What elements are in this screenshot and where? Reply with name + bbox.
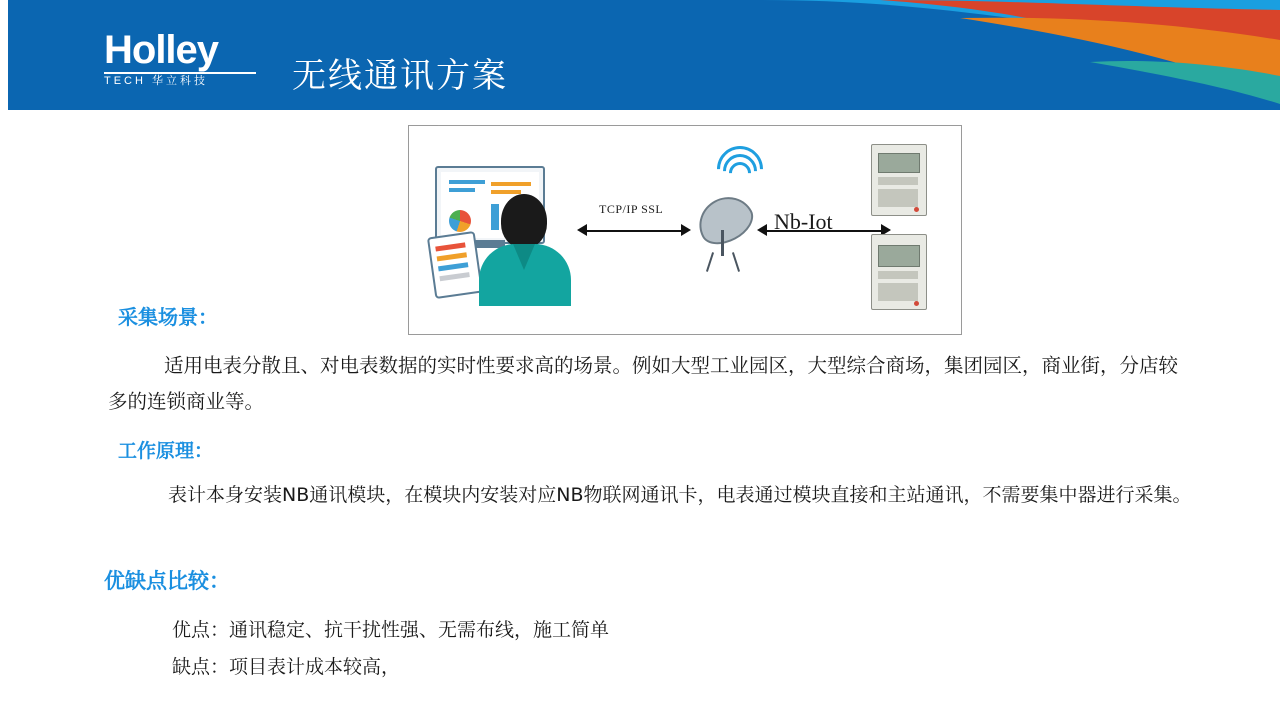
nbiot-label: Nb-Iot	[774, 209, 833, 234]
logo-wordmark: Holley	[104, 28, 219, 72]
link-arrow-right-head	[681, 224, 691, 236]
satellite-dish-icon	[690, 187, 760, 252]
slide-header	[0, 0, 1280, 110]
electric-meter-bottom	[871, 234, 927, 310]
link-arrow-left-head	[577, 224, 587, 236]
section-heading-principle: 工作原理：	[118, 440, 214, 462]
section-text-cons: 缺点：项目表计成本较高，	[172, 656, 401, 678]
link-protocol-label: TCP/IP SSL	[599, 202, 664, 216]
wireless-signal-waves-3	[707, 136, 772, 201]
antenna-leg-left	[706, 252, 714, 272]
dashboard-pie-chart	[449, 210, 471, 232]
architecture-diagram	[408, 125, 962, 335]
logo-underline	[104, 72, 256, 74]
section-heading-compare: 优缺点比较：	[104, 569, 230, 593]
nbiot-arrow-left-head	[757, 224, 767, 236]
antenna-mast	[721, 230, 724, 256]
logo-subtitle: TECH 华立科技	[104, 75, 208, 87]
link-arrow-left	[585, 230, 681, 232]
section-heading-scene: 采集场景：	[118, 305, 218, 329]
antenna-leg-right	[732, 252, 740, 272]
section-text-scene: 适用电表分散且、对电表数据的实时性要求高的场景。例如大型工业园区，大型综合商场，集团园区，商业街，分店较多的连锁商业等。	[108, 354, 1179, 413]
tablet-icon	[427, 231, 483, 299]
page-title: 无线通讯方案	[292, 56, 508, 96]
electric-meter-top	[871, 144, 927, 216]
section-text-principle: 表计本身安装NB通讯模块，在模块内安装对应NB物联网通讯卡，电表通过模块直接和主站通讯，不需要集中器进行采集。	[168, 484, 1192, 506]
holley-logo	[104, 30, 274, 88]
header-swoosh-decoration	[760, 0, 1280, 110]
operator-person-icon	[501, 194, 547, 248]
section-text-pros: 优点：通讯稳定、抗干扰性强、无需布线，施工简单	[172, 619, 610, 641]
header-left-stripe	[0, 0, 8, 110]
